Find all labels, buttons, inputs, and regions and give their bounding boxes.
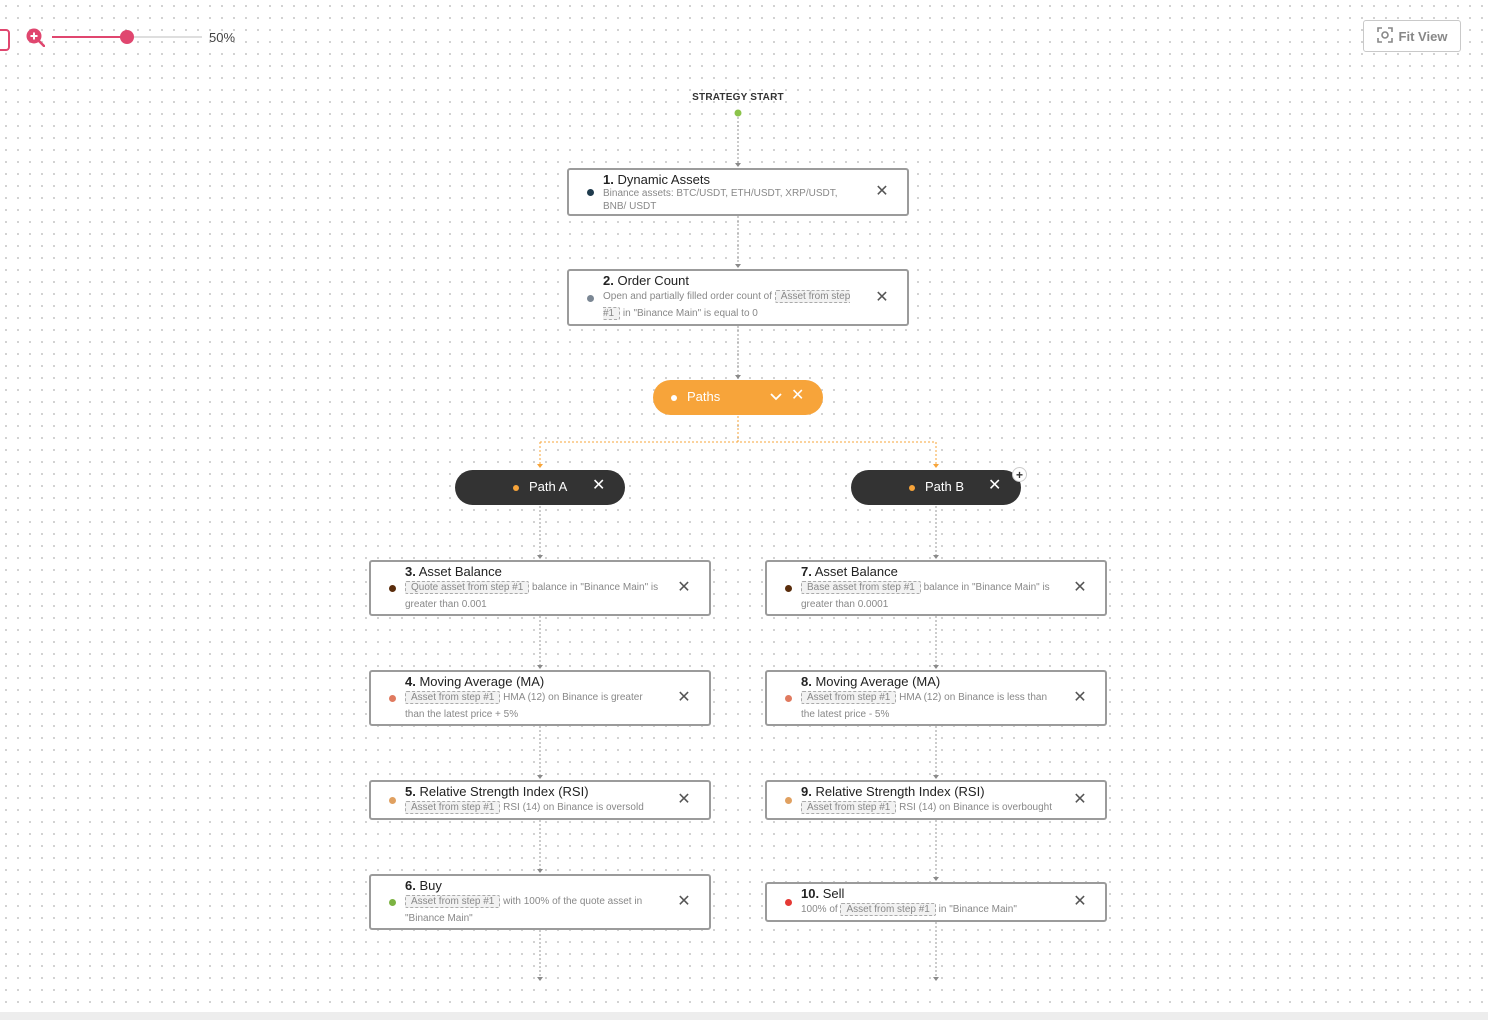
step-title: 5. Relative Strength Index (RSI) — [405, 784, 589, 799]
step-card-10[interactable] — [765, 882, 1107, 922]
step-title: 9. Relative Strength Index (RSI) — [801, 784, 985, 799]
start-node-dot — [735, 110, 742, 117]
close-icon[interactable]: ✕ — [677, 579, 691, 596]
close-icon[interactable]: ✕ — [677, 689, 691, 706]
step-description: Asset from step #1 HMA (12) on Binance is greater than the latest price + 5% — [405, 692, 643, 720]
path-a-label: Path A — [529, 479, 568, 494]
paths-label: Paths — [687, 389, 721, 404]
fit-view-button[interactable] — [1363, 20, 1461, 52]
asset-chip[interactable]: Quote asset from step #1 — [405, 581, 529, 594]
step-card-7[interactable] — [765, 560, 1107, 616]
asset-chip[interactable]: Asset from step #1 — [840, 903, 935, 916]
path-a-node[interactable] — [455, 470, 625, 505]
path-b-node[interactable] — [851, 470, 1021, 505]
step-title: 4. Moving Average (MA) — [405, 674, 545, 689]
step-description: Quote asset from step #1 balance in "Binance Main" is greater than 0.001 — [405, 582, 659, 610]
step-status-dot — [587, 295, 594, 302]
step-title: 7. Asset Balance — [801, 564, 898, 579]
close-icon[interactable]: ✕ — [1073, 791, 1087, 808]
close-icon[interactable]: ✕ — [677, 893, 691, 910]
step-card-9[interactable] — [765, 780, 1107, 820]
asset-chip[interactable]: Base asset from step #1 — [801, 581, 921, 594]
step-card-4[interactable] — [369, 670, 711, 726]
horizontal-scrollbar[interactable] — [0, 1012, 1488, 1020]
paths-node[interactable] — [653, 380, 823, 415]
step-description: Asset from step #1 HMA (12) on Binance is less than the latest price - 5% — [801, 692, 1048, 720]
step-title: 8. Moving Average (MA) — [801, 674, 941, 689]
asset-chip[interactable]: Asset from step #1 — [405, 895, 500, 908]
step-description: Binance assets: BTC/USDT, ETH/USDT, XRP/USDT, BNB/ USDT — [603, 188, 838, 212]
step-description: Asset from step #1 RSI (14) on Binance is overbought — [801, 799, 1057, 816]
zoom-slider-fill — [52, 36, 127, 38]
close-icon[interactable]: ✕ — [988, 477, 1002, 494]
asset-chip[interactable]: Asset from step #1 — [405, 801, 500, 814]
close-icon[interactable]: ✕ — [875, 183, 889, 200]
close-icon[interactable]: ✕ — [791, 387, 805, 404]
step-description: 100% of Asset from step #1 in "Binance Main" — [801, 904, 1017, 915]
path-b-label: Path B — [925, 479, 965, 494]
step-status-dot — [785, 695, 792, 702]
path-a-dot — [513, 485, 519, 491]
step-status-dot — [785, 797, 792, 804]
paths-dot — [671, 395, 677, 401]
step-title: 10. Sell — [801, 886, 845, 901]
step-card-3[interactable] — [369, 560, 711, 616]
close-icon[interactable]: ✕ — [592, 477, 606, 494]
close-icon[interactable]: ✕ — [1073, 893, 1087, 910]
step-status-dot — [587, 189, 594, 196]
step-card-6[interactable] — [369, 874, 711, 930]
step-status-dot — [389, 695, 396, 702]
step-title: 1. Dynamic Assets — [603, 172, 710, 187]
step-status-dot — [785, 899, 792, 906]
zoom-slider[interactable] — [52, 36, 202, 38]
asset-chip[interactable]: Asset from step #1 — [603, 291, 851, 319]
path-b-dot — [909, 485, 915, 491]
fit-view-label: Fit View — [1398, 28, 1448, 44]
step-card-8[interactable] — [765, 670, 1107, 726]
close-icon[interactable]: ✕ — [1073, 689, 1087, 706]
close-icon[interactable]: ✕ — [875, 288, 889, 306]
step-status-dot — [389, 797, 396, 804]
step-status-dot — [389, 899, 396, 906]
step-card-2[interactable] — [567, 269, 909, 326]
asset-chip[interactable]: Asset from step #1 — [405, 691, 500, 704]
step-status-dot — [785, 585, 792, 592]
zoom-level: 50% — [209, 30, 236, 45]
step-card-1[interactable] — [567, 168, 909, 216]
zoom-in-icon[interactable] — [25, 27, 45, 47]
step-title: 3. Asset Balance — [405, 564, 502, 579]
step-title: 2. Order Count — [603, 273, 690, 288]
asset-chip[interactable]: Asset from step #1 — [801, 801, 896, 814]
sidebar-toggle[interactable] — [0, 29, 10, 51]
zoom-slider-thumb[interactable] — [120, 30, 134, 44]
chevron-down-icon[interactable] — [769, 390, 783, 408]
step-description: Base asset from step #1 balance in "Binance Main" is greater than 0.0001 — [801, 582, 1050, 610]
asset-chip[interactable]: Asset from step #1 — [801, 691, 896, 704]
step-description: Open and partially filled order count of Asset from step #1 in "Binance Main" is equal to 0 — [603, 291, 851, 319]
step-title: 6. Buy — [405, 878, 442, 893]
step-status-dot — [389, 585, 396, 592]
step-description: Asset from step #1 with 100% of the quote asset in "Binance Main" — [405, 896, 643, 924]
step-description: Asset from step #1 RSI (14) on Binance is oversold — [405, 799, 661, 816]
strategy-start-label: STRATEGY START — [692, 92, 784, 103]
close-icon[interactable]: ✕ — [677, 791, 691, 808]
step-card-5[interactable] — [369, 780, 711, 820]
fit-view-icon — [1377, 27, 1393, 46]
close-icon[interactable]: ✕ — [1073, 579, 1087, 596]
add-path-button[interactable]: + — [1012, 467, 1027, 482]
